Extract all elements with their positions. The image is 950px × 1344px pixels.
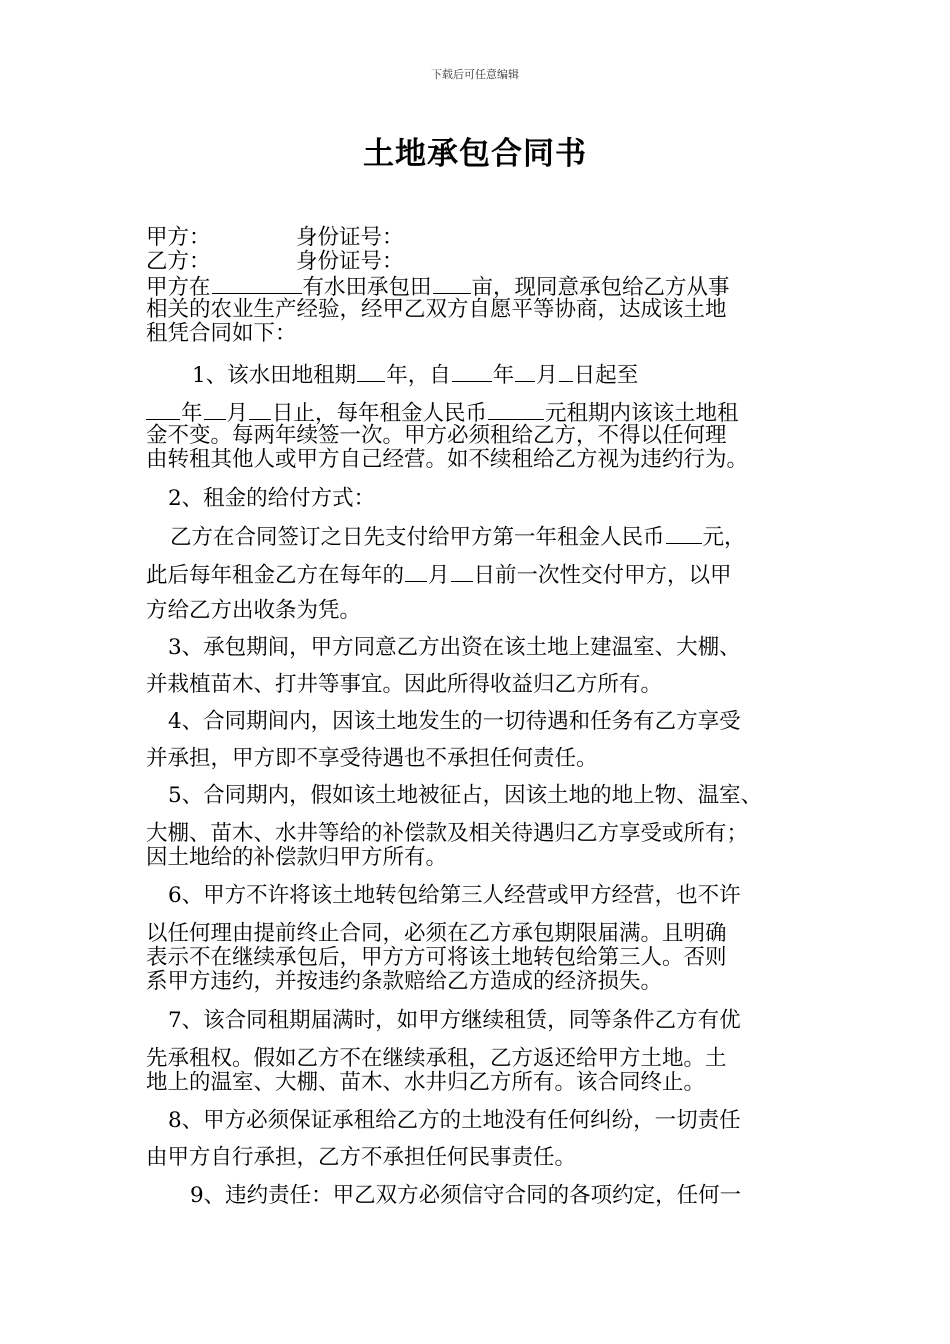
blank-end-year <box>146 400 180 420</box>
blank-start-month <box>515 362 535 382</box>
clause-7-line-3: 地上的温室、大棚、苗木、水井归乙方所有。该合同终止。 <box>146 1070 706 1095</box>
intro-line-3: 租凭合同如下： <box>146 321 297 346</box>
blank-years <box>357 362 385 382</box>
party-a-label: 甲方： <box>146 225 211 250</box>
clause-8-line-1: 8、甲方必须保证承租给乙方的土地没有任何纠纷，一切责任 <box>168 1108 741 1133</box>
clause-text: 此后每年租金乙方在每年的 <box>146 563 405 588</box>
clause-4-line-1: 4、合同期间内，因该土地发生的一切待遇和任务有乙方享受 <box>168 709 741 734</box>
party-b-line <box>146 250 211 275</box>
clause-9-line-1: 9、违约责任：甲乙双方必须信守合同的各项约定，任何一 <box>190 1183 742 1208</box>
clause-text: 元租期内该该土地租 <box>545 401 739 426</box>
clause-text: 元， <box>702 525 746 550</box>
intro-text: 有水田承包田 <box>302 275 432 300</box>
clause-text: 年，自 <box>386 363 451 388</box>
clause-1-line-1 <box>192 362 638 389</box>
clause-3-line-1: 3、承包期间，甲方同意乙方出资在该土地上建温室、大棚、 <box>168 635 741 660</box>
clause-5-line-3: 因土地给的补偿款归甲方所有。 <box>146 845 448 870</box>
blank-pay-month <box>405 562 427 582</box>
blank-start-day <box>559 362 573 382</box>
clause-text: 1、该水田地租期 <box>192 363 357 388</box>
clause-7-line-2: 先承租权。假如乙方不在继续承租，乙方返还给甲方土地。土 <box>146 1046 727 1071</box>
clause-4-line-2: 并承担，甲方即不享受待遇也不承担任何责任。 <box>146 746 598 771</box>
clause-text: 年 <box>492 363 515 388</box>
blank-first-rent <box>666 524 702 544</box>
clause-6-line-3: 表示不在继续承包后，甲方方可将该土地转包给第三人。否则 <box>146 945 727 970</box>
clause-6-line-4: 系甲方违约，并按违约条款赔给乙方造成的经济损失。 <box>146 969 663 994</box>
clause-5-line-1: 5、合同期内，假如该土地被征占，因该土地的地上物、温室、 <box>168 783 763 808</box>
blank-acres <box>433 274 471 294</box>
clause-1-line-3: 金不变。每两年续签一次。甲方必须租给乙方，不得以任何理 <box>146 423 727 448</box>
blank-rent <box>488 400 544 420</box>
clause-text: 日止，每年租金人民币 <box>272 401 488 426</box>
intro-text: 亩，现同意承包给乙方从事 <box>471 275 730 300</box>
clause-1-line-4: 由转租其他人或甲方自己经营。如不续租给乙方视为违约行为。 <box>146 447 749 472</box>
clause-2-line-1 <box>170 524 746 551</box>
party-b-id-label: 身份证号： <box>296 249 404 274</box>
blank-start-year <box>452 362 492 382</box>
clause-2-line-3: 方给乙方出收条为凭。 <box>146 598 362 623</box>
clause-8-line-2: 由甲方自行承担，乙方不承担任何民事责任。 <box>146 1145 577 1170</box>
party-a-id-label: 身份证号： <box>296 225 404 250</box>
clause-6-line-2: 以任何理由提前终止合同，必须在乙方承包期限届满。且明确 <box>146 921 727 946</box>
clause-text: 日起至 <box>573 363 639 388</box>
blank-village <box>212 274 302 294</box>
blank-pay-day <box>451 562 473 582</box>
clause-text: 年 <box>181 401 203 426</box>
clause-text: 乙方在合同签订之日先支付给甲方第一年租金人民币 <box>170 525 665 550</box>
clause-text: 月 <box>428 563 450 588</box>
clause-7-line-1: 7、该合同租期届满时，如甲方继续租赁，同等条件乙方有优 <box>168 1008 741 1033</box>
document-title: 土地承包合同书 <box>363 136 587 172</box>
clause-5-line-2: 大棚、苗木、水井等给的补偿款及相关待遇归乙方享受或所有； <box>146 821 749 846</box>
intro-text: 甲方在 <box>146 275 211 300</box>
contract-body <box>146 0 816 1344</box>
clause-text: 日前一次性交付甲方，以甲 <box>473 563 732 588</box>
intro-line-2: 相关的农业生产经验，经甲乙双方自愿平等协商，达成该土地 <box>146 297 727 322</box>
party-a-line <box>146 226 211 251</box>
party-b-label: 乙方： <box>146 249 211 274</box>
blank-end-month <box>204 400 226 420</box>
clause-3-line-2: 并栽植苗木、打井等事宜。因此所得收益归乙方所有。 <box>146 672 663 697</box>
clause-2-heading: 2、租金的给付方式： <box>168 486 376 511</box>
clause-6-line-1: 6、甲方不许将该土地转包给第三人经营或甲方经营，也不许 <box>168 883 741 908</box>
header-note: 下载后可任意编辑 <box>431 68 519 81</box>
clause-2-line-2 <box>146 562 732 589</box>
clause-text: 月 <box>226 401 249 426</box>
blank-end-day <box>249 400 271 420</box>
clause-text: 月 <box>536 363 558 388</box>
